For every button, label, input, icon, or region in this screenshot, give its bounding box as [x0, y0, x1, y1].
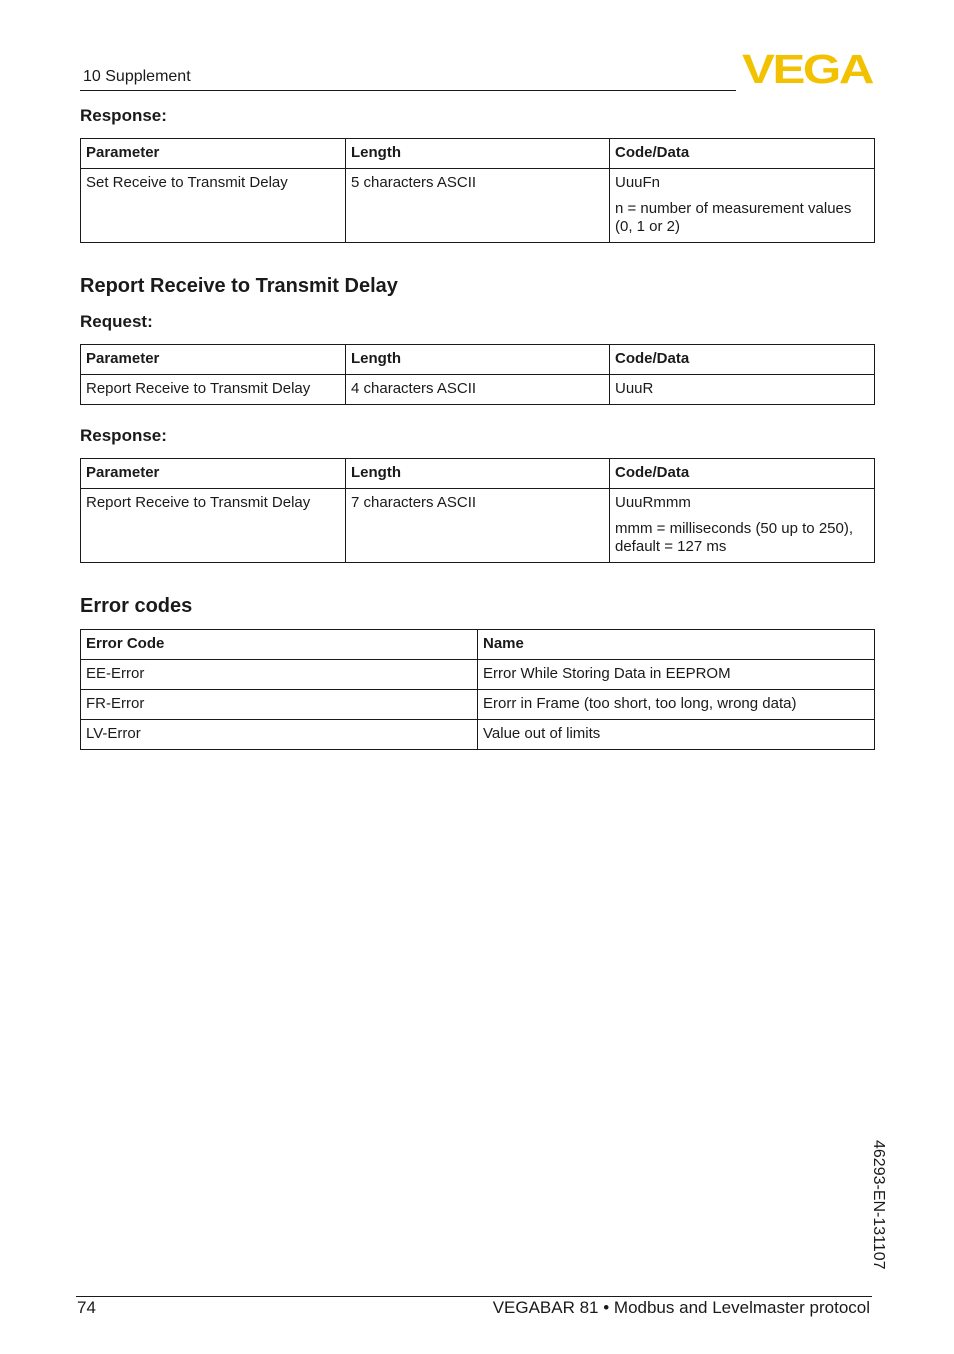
table-row: [81, 660, 875, 690]
request-label: Request:: [80, 312, 153, 331]
svg-text:VEGA: VEGA: [742, 50, 874, 86]
page-number: 74: [77, 1298, 96, 1317]
response-label: Response:: [80, 106, 167, 125]
table-row: [81, 375, 875, 405]
table-header-row: [81, 345, 875, 375]
report-delay-request-table: [80, 344, 875, 405]
response-label: Response:: [80, 426, 167, 445]
footer-title: VEGABAR 81 • Modbus and Levelmaster protocol: [492, 1298, 870, 1317]
column-header: Name: [478, 630, 875, 660]
report-delay-response-table: [80, 458, 875, 563]
table-header-row: [81, 630, 875, 660]
column-header: Length: [346, 139, 610, 169]
column-header: Code/Data: [610, 459, 875, 489]
table-row: [81, 169, 875, 243]
table-row: [81, 720, 875, 750]
section-title: 10 Supplement: [83, 68, 191, 85]
parameter-cell: Report Receive to Transmit Delay: [81, 375, 346, 405]
column-header: Code/Data: [610, 345, 875, 375]
column-header: Parameter: [81, 345, 346, 375]
error-name-cell: Error While Storing Data in EEPROM: [478, 660, 875, 690]
code-cell: [610, 169, 875, 243]
error-code-cell: FR-Error: [81, 690, 478, 720]
error-name-cell: Value out of limits: [478, 720, 875, 750]
footer-divider: [76, 1296, 872, 1297]
vega-logo: [742, 50, 874, 86]
column-header: Error Code: [81, 630, 478, 660]
report-delay-heading: Report Receive to Transmit Delay: [80, 275, 398, 297]
length-cell: 7 characters ASCII: [346, 489, 610, 563]
column-header: Length: [346, 345, 610, 375]
code-value: UuuRmmm: [615, 494, 691, 511]
error-codes-table: [80, 629, 875, 750]
set-delay-response-table: [80, 138, 875, 243]
table-header-row: [81, 459, 875, 489]
code-cell: [610, 489, 875, 563]
parameter-cell: Set Receive to Transmit Delay: [81, 169, 346, 243]
error-name-cell: Erorr in Frame (too short, too long, wrong data): [478, 690, 875, 720]
table-row: [81, 690, 875, 720]
error-codes-heading: Error codes: [80, 595, 193, 617]
code-cell: UuuR: [610, 375, 875, 405]
header-divider: [80, 90, 736, 91]
code-value: UuuFn: [615, 174, 661, 191]
table-row: [81, 489, 875, 563]
column-header: Code/Data: [610, 139, 875, 169]
column-header: Parameter: [81, 139, 346, 169]
column-header: Length: [346, 459, 610, 489]
parameter-cell: Report Receive to Transmit Delay: [81, 489, 346, 563]
column-header: Parameter: [81, 459, 346, 489]
length-cell: 4 characters ASCII: [346, 375, 610, 405]
code-note: mmm = milliseconds (50 up to 250), default = 127 ms: [615, 520, 854, 555]
error-code-cell: EE-Error: [81, 660, 478, 690]
document-id: 46293-EN-131107: [870, 1140, 887, 1270]
error-code-cell: LV-Error: [81, 720, 478, 750]
code-note: n = number of measurement values (0, 1 or 2): [615, 200, 852, 235]
length-cell: 5 characters ASCII: [346, 169, 610, 243]
table-header-row: [81, 139, 875, 169]
